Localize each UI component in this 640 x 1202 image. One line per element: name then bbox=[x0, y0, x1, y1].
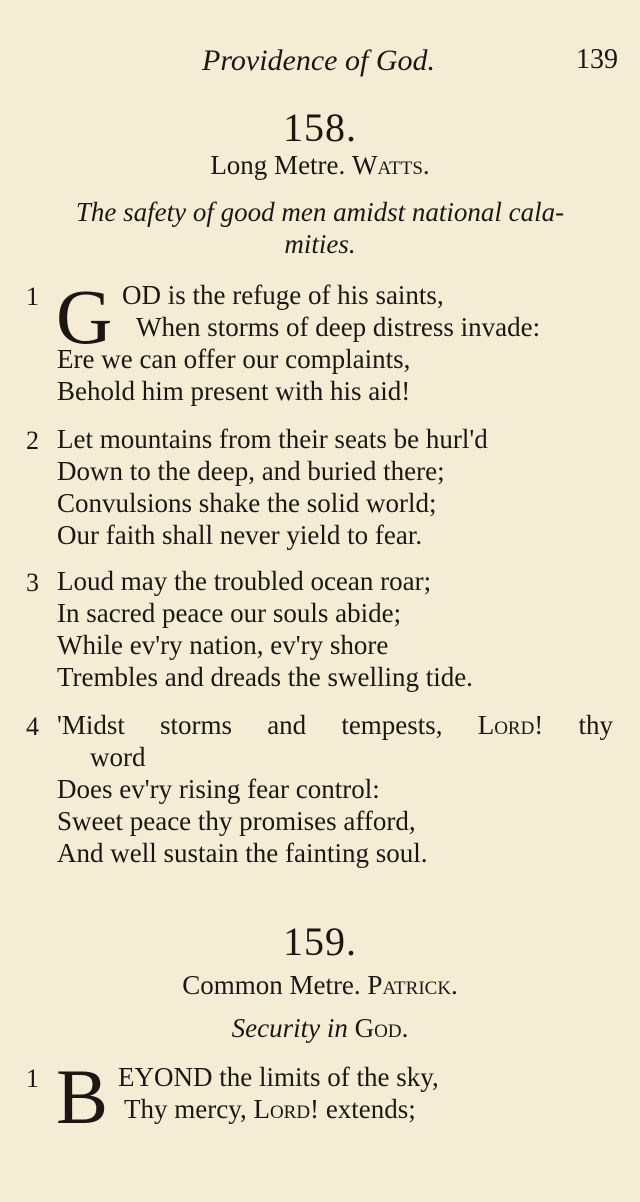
verse-line: Down to the deep, and buried there; bbox=[57, 456, 445, 486]
verse-number: 4 bbox=[26, 712, 39, 741]
word: 'Midst bbox=[57, 710, 125, 740]
verse-line: Behold him present with his aid! bbox=[57, 376, 411, 406]
running-head bbox=[0, 44, 640, 84]
hymn-subject bbox=[20, 196, 620, 260]
subject-god: God. bbox=[354, 1013, 409, 1043]
hymn-number: 159. bbox=[283, 919, 357, 964]
drop-cap: G bbox=[56, 273, 113, 360]
word-lord: Lord! bbox=[253, 1094, 320, 1124]
verse-line: EYOND the limits of the sky, bbox=[118, 1062, 439, 1092]
verse-line bbox=[57, 710, 613, 741]
drop-cap: B bbox=[56, 1053, 109, 1140]
verse-number: 1 bbox=[26, 282, 39, 311]
verse-number: 1 bbox=[26, 1064, 39, 1093]
verse-line: In sacred peace our souls abide; bbox=[57, 598, 402, 628]
subject-line: The safety of good men amidst national cala- bbox=[75, 197, 565, 227]
verse-line: And well sustain the fainting soul. bbox=[57, 838, 428, 868]
verse-line: Convulsions shake the solid world; bbox=[57, 488, 437, 518]
line-suffix: extends; bbox=[325, 1094, 416, 1124]
verse-line: OD is the refuge of his saints, bbox=[122, 280, 444, 310]
verse-line: While ev'ry nation, ev'ry shore bbox=[57, 630, 389, 660]
meter-name: Common Metre. bbox=[182, 970, 361, 1000]
subject-prefix: Security in bbox=[231, 1013, 348, 1043]
verse-line: Does ev'ry rising fear control: bbox=[57, 774, 380, 804]
verse-line: Ere we can offer our complaints, bbox=[57, 344, 411, 374]
hymn-subject bbox=[20, 1012, 620, 1044]
verse-number: 3 bbox=[26, 568, 39, 597]
word: tempests, bbox=[341, 710, 443, 740]
page-number: 139 bbox=[576, 44, 618, 75]
meter-name: Long Metre. bbox=[210, 150, 346, 180]
word: thy bbox=[578, 710, 613, 740]
verse-line: When storms of deep distress invade: bbox=[136, 312, 541, 342]
verse-line: Loud may the troubled ocean roar; bbox=[57, 566, 432, 596]
hymn-author: Patrick. bbox=[367, 970, 458, 1000]
hymn-meter bbox=[0, 970, 640, 1001]
hymn-meter bbox=[0, 150, 640, 181]
verse-line: Let mountains from their seats be hurl'd bbox=[57, 424, 488, 454]
running-title: Providence of God. bbox=[202, 44, 435, 77]
verse-line: Our faith shall never yield to fear. bbox=[57, 520, 423, 550]
word-lord: Lord! bbox=[477, 710, 544, 740]
word: and bbox=[267, 710, 307, 740]
verse-line: Trembles and dreads the swelling tide. bbox=[57, 662, 473, 692]
verse-line: Sweet peace thy promises afford, bbox=[57, 806, 416, 836]
line-prefix: Thy mercy, bbox=[124, 1094, 247, 1124]
word: storms bbox=[160, 710, 233, 740]
verse-number: 2 bbox=[26, 426, 39, 455]
subject-line: mities. bbox=[284, 229, 356, 259]
hymn-number: 158. bbox=[283, 105, 357, 150]
hymn-author: Watts. bbox=[352, 150, 430, 180]
verse-line: word bbox=[90, 742, 146, 772]
verse-line bbox=[124, 1094, 416, 1125]
